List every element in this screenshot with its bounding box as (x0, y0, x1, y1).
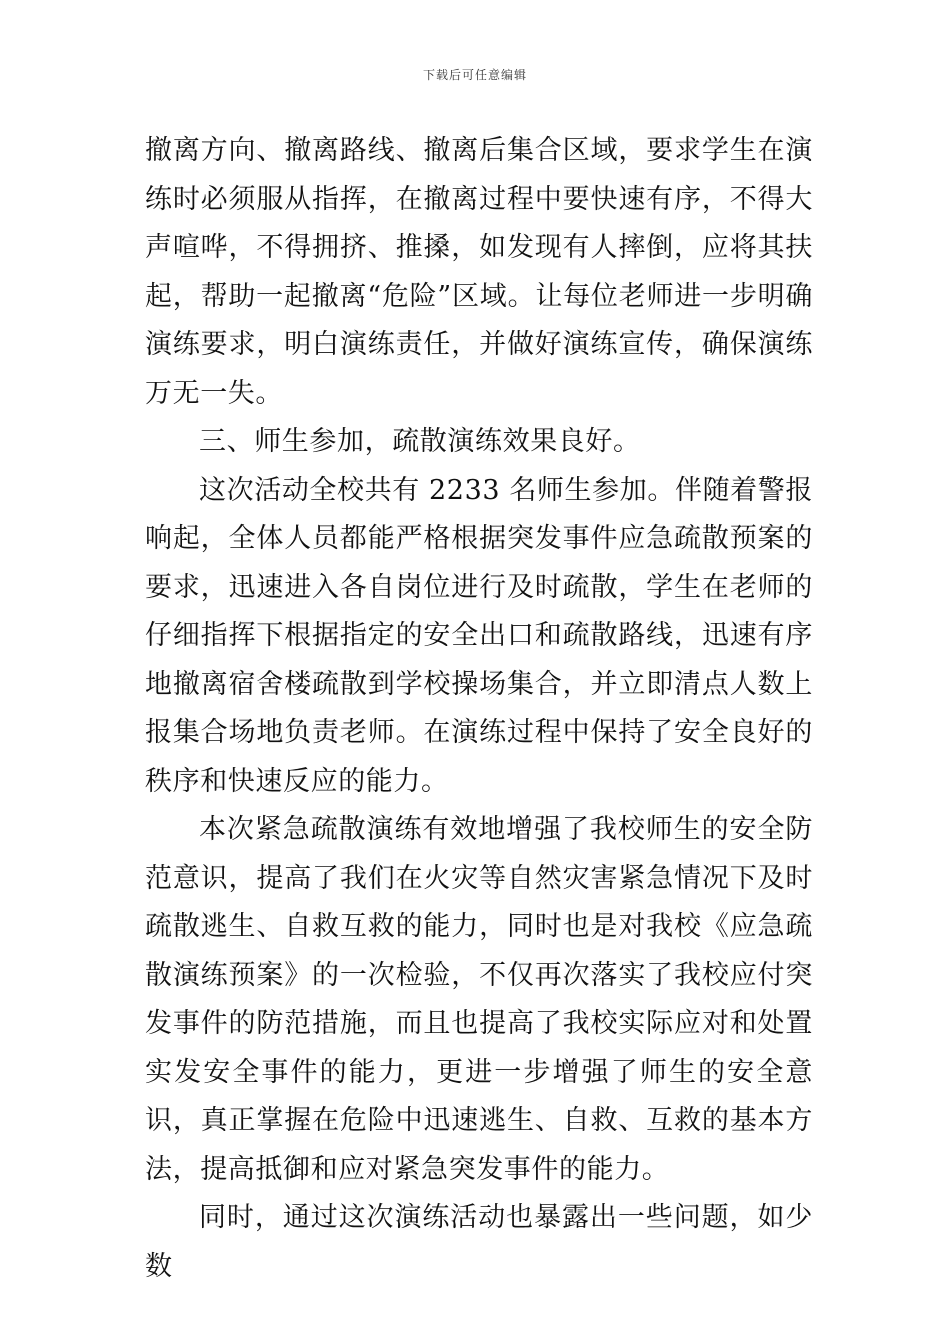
paragraph-3: 这次活动全校共有 2233 名师生参加。伴随着警报响起，全体人员都能严格根据突发事件应急疏散预案的要求，迅速进入各自岗位进行及时疏散，学生在老师的仔细指挥下根据指定的安全出口和疏散路线，迅速有序地撤离宿舍楼疏散到学校操场集合，并立即清点人数上报集合场地负责老师。在演练过程中保持了安全良好的秩序和快速反应的能力。 (145, 474, 813, 797)
paragraph-4: 本次紧急疏散演练有效地增强了我校师生的安全防范意识，提高了我们在火灾等自然灾害紧急情况下及时疏散逃生、自救互救的能力，同时也是对我校《应急疏散演练预案》的一次检验，不仅再次落实了我校应付突发事件的防范措施，而且也提高了我校实际应对和处置实发安全事件的能力，更进一步增强了师生的安全意识，真正掌握在危险中迅速逃生、自救、互救的基本方法，提高抵御和应对紧急突发事件的能力。 (145, 814, 813, 1185)
page-header: 下载后可任意编辑 (422, 68, 527, 82)
paragraph-2-section-heading: 三、师生参加，疏散演练效果良好。 (199, 426, 641, 457)
paragraph-1: 撤离方向、撤离路线、撤离后集合区域，要求学生在演练时必须服从指挥，在撤离过程中要快速有序，不得大声喧哗，不得拥挤、推搡，如发现有人摔倒，应将其扶起，帮助一起撤离“危险”区域。让每位老师进一步明确演练要求，明白演练责任，并做好演练宣传，确保演练万无一失。 (145, 135, 813, 409)
paragraph-5: 同时，通过这次演练活动也暴露出一些问题，如少数 (145, 1202, 813, 1282)
document-body (145, 127, 813, 1291)
